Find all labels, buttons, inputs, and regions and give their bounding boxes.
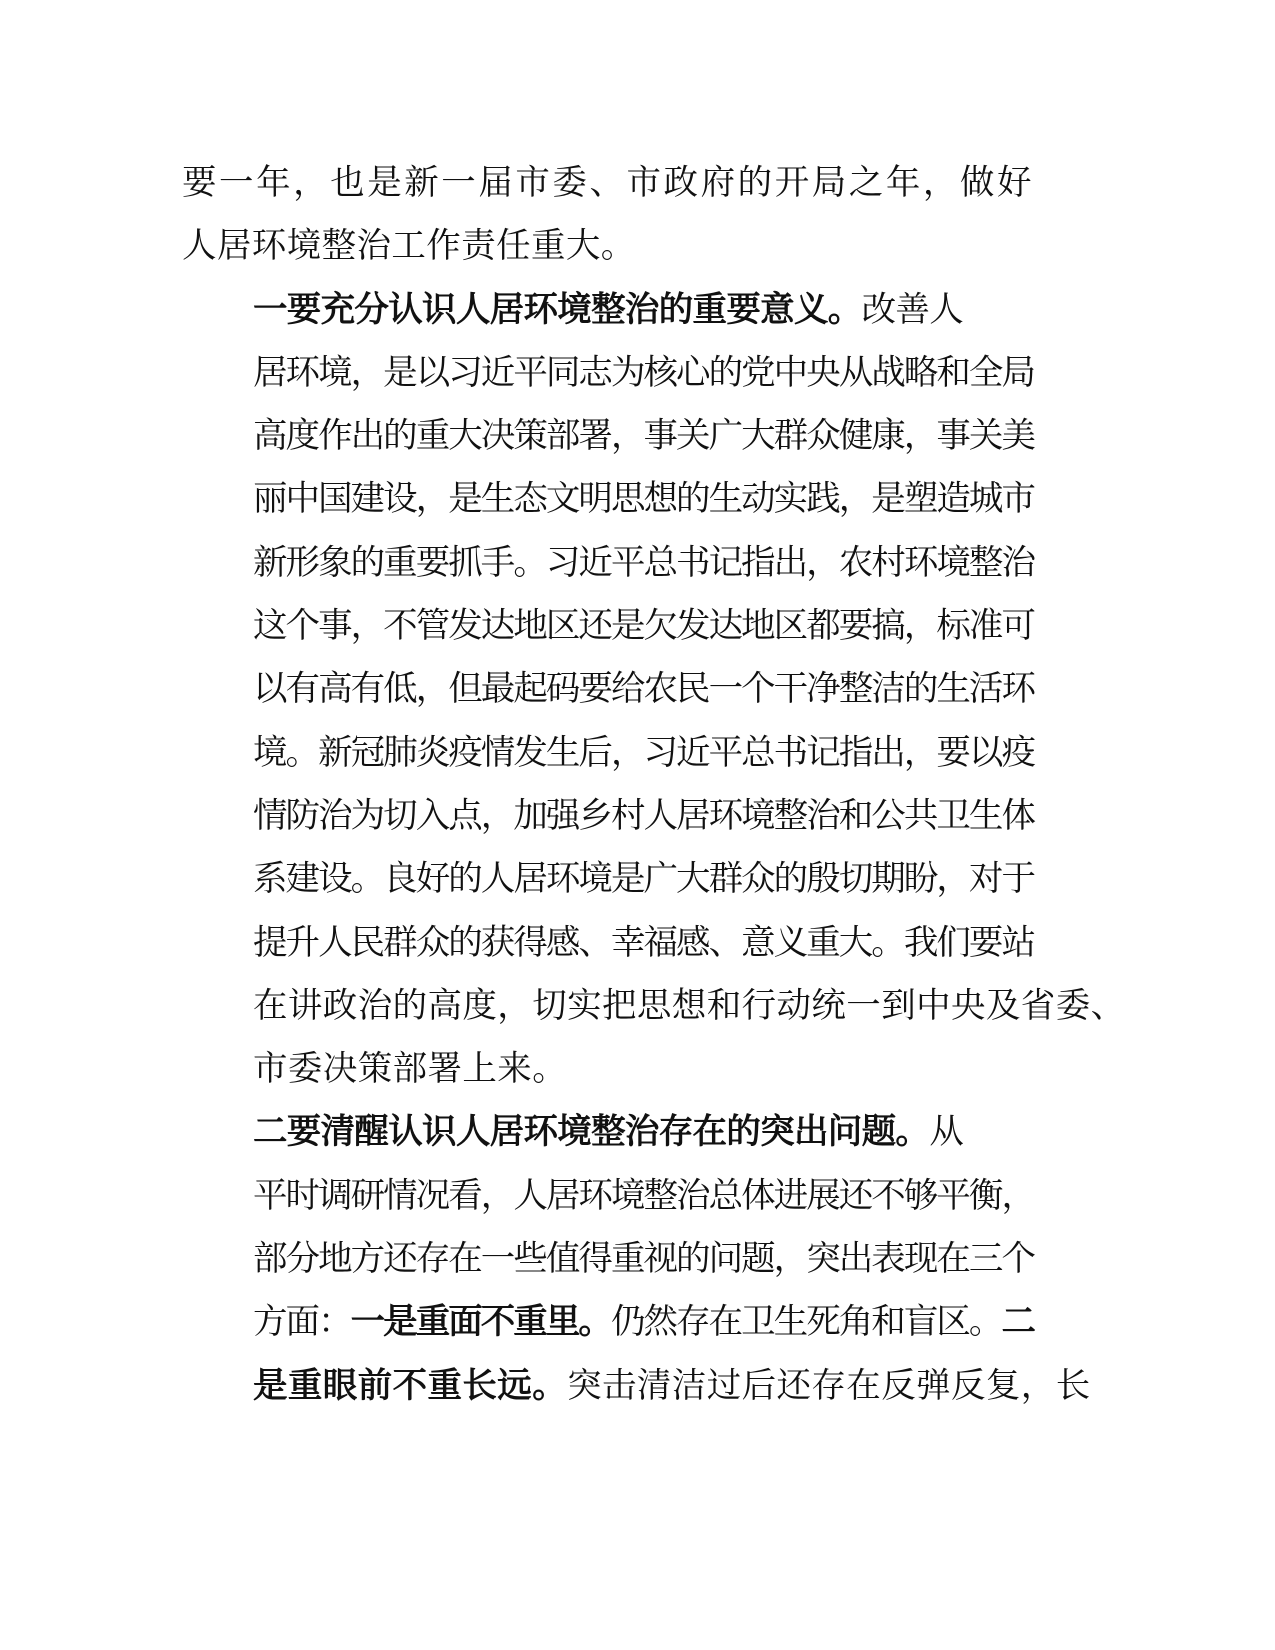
text-run: 从 [929,1112,963,1153]
text-line [182,1291,1062,1354]
text-line [182,152,1062,215]
text-run: 改善人 [861,289,964,330]
text-run: 高度作出的重大决策部署，事关广大群众健康，事关美 [253,416,1034,457]
text-run: 提升人民群众的获得感、幸福感、意义重大。我们要站 [253,922,1034,963]
text-line [182,342,1062,405]
text-run: 居环境，是以习近平同志为核心的党中央从战略和全局 [253,352,1034,393]
text-line [182,1038,1062,1101]
text-line [182,405,1062,468]
bold-text-run: 二 [1001,1302,1034,1343]
text-run: 境。新冠肺炎疫情发生后，习近平总书记指出，要以疫 [253,732,1034,773]
text-line [182,785,1062,848]
text-run: 方面： [253,1302,351,1343]
paragraph-intro-continuation [182,152,1062,279]
text-run: 情防治为切入点，加强乡村人居环境整治和公共卫生体 [253,795,1034,836]
text-line [182,532,1062,595]
text-run: 部分地方还存在一些值得重视的问题，突出表现在三个 [253,1239,1034,1280]
text-run: 丽中国建设，是生态文明思想的生动实践，是塑造城市 [253,479,1034,520]
text-line [182,1101,1062,1164]
text-run: 系建设。良好的人居环境是广大群众的殷切期盼，对于 [253,859,1034,900]
text-line [182,1355,1091,1418]
text-run: 市委决策部署上来。 [253,1049,568,1090]
text-line [182,279,1062,342]
text-line [182,912,1062,975]
text-run: 要一年，也是新一届市委、市政府的开局之年，做好 [182,163,1034,203]
text-line [182,848,1062,911]
paragraph-point-two [182,1101,1091,1417]
text-line [182,595,1062,658]
text-run: 这个事，不管发达地区还是欠发达地区都要搞，标准可 [253,606,1034,647]
text-run: 人居环境整治工作责任重大。 [182,226,636,267]
bold-text-run: 一要充分认识人居环境整治的重要意义。 [253,289,862,330]
bold-text-run: 二要清醒认识人居环境整治存在的突出问题。 [253,1112,930,1153]
text-line [182,975,1126,1038]
text-run: 在讲政治的高度，切实把思想和行动统一到中央及省委、 [253,985,1126,1026]
text-run: 突击清洁过后还存在反弹反复，长 [567,1365,1091,1406]
text-run: 以有高有低，但最起码要给农民一个干净整洁的生活环 [253,669,1034,710]
text-run: 仍然存在卫生死角和盲区。 [610,1302,1002,1343]
text-line [182,215,1062,278]
paragraph-point-one [182,279,1126,1102]
text-line [182,658,1062,721]
bold-text-run: 一是重面不重里。 [350,1302,611,1343]
bold-text-run: 是重眼前不重长远。 [253,1365,568,1406]
text-line [182,1165,1062,1228]
text-line [182,1228,1062,1291]
text-run: 平时调研情况看，人居环境整治总体进展还不够平衡， [253,1175,1034,1216]
text-line [182,468,1062,531]
text-line [182,722,1062,785]
document-page [182,152,1126,1418]
text-run: 新形象的重要抓手。习近平总书记指出，农村环境整治 [253,542,1034,583]
